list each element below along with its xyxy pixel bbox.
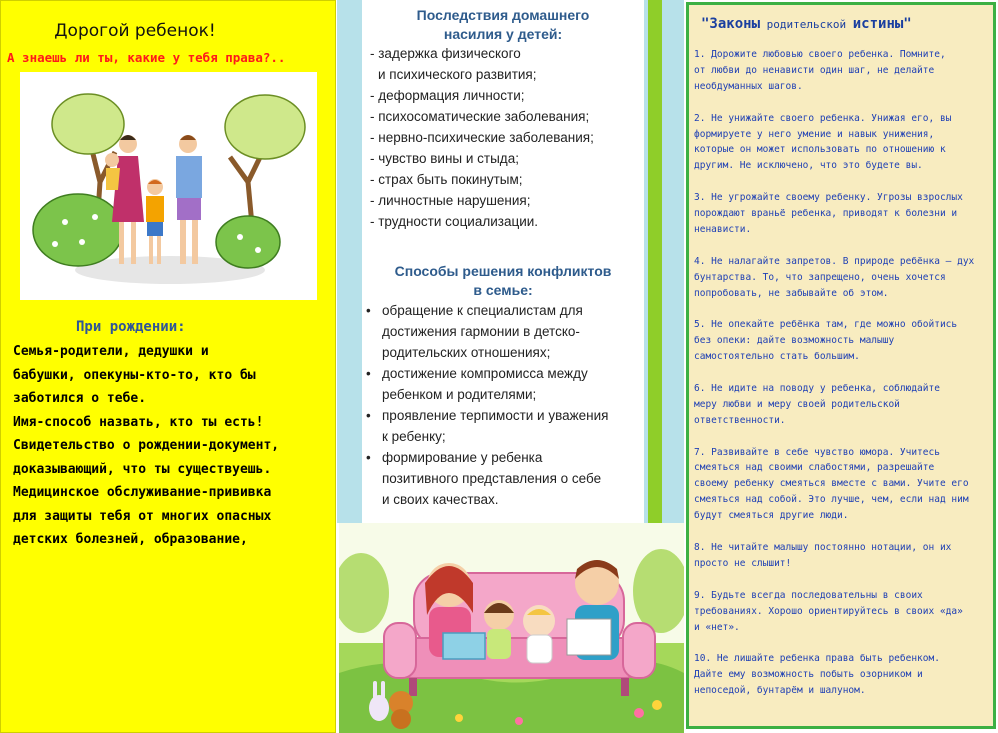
birth-line: бабушки, опекуны-кто-то, кто бы [13,367,256,383]
left-divider-strip [337,0,362,523]
bullet-icon: • [366,408,371,423]
list-item: - задержка физического [370,46,521,61]
list-item: • проявление терпимости и уважения к ребенку; [366,405,644,447]
law-item: 4. Не налагайте запретов. В природе ребёнка – дух бунтарства. То, что запрещено, очень хочется попробовать, не забывайте об этом. [694,255,975,299]
birth-line: Медицинское обслуживание-прививка [13,485,272,500]
baby-head [105,153,119,167]
rabbit-toy [369,695,389,721]
birth-line: Свидетельство о рождении-документ, [13,438,280,453]
law-item: 7. Развивайте в себе чувство юмора. Учитесь смеяться над своими слабостями, разрешайте своему ребенку смеяться вместе с вами. Учите его смеяться над собой. Это лучше, чем, если над ним будут смеяться другие люди. [694,446,969,522]
green-divider-bar [648,0,662,523]
rights-panel [0,0,336,733]
violence-info-panel [362,0,644,523]
family-sofa-illustration [339,523,684,733]
violence-heading: Последствия домашнего насилия у детей: [416,7,590,42]
law-item: 3. Не угрожайте своему ребенку. Угрозы взрослых порождают враньё ребенка, приводят к болезни и ненависти. [694,192,963,235]
left-tree-crown [52,94,124,154]
sofa-arm-left [384,623,416,678]
conflict-heading: Способы решения конфликтов в семье: [394,263,612,298]
list-item: - чувство вины и стыда; [370,151,519,166]
child-shirt [146,196,164,222]
conflict-solutions-list [366,300,644,510]
birth-rights-text [13,340,333,552]
birth-line: Имя-способ назвать, кто ты есть! [13,414,264,430]
birth-line: доказывающий, что ты существуешь. [13,461,272,477]
sofa-arm-right [623,623,655,678]
page-title: Дорогой ребенок! [54,21,216,41]
open-book [443,633,485,659]
list-item: - психосоматические заболевания; [370,109,590,124]
law-item: 10. Не лишайте ребенка права быть ребенком. Дайте ему возможность побыть озорником и непоседой, бунтарём и шалуном. [694,653,940,697]
bullet-icon: • [366,303,371,318]
law-item: 5. Не опекайте ребёнка там, где можно обойтись без опеки: дайте возможность малышу самостоятельно стать большим. [694,319,958,363]
family-walk-illustration [20,72,317,300]
list-item: - страх быть покинутым; [370,172,523,187]
law-item: 9. Будьте всегда последовательны в своих требованиях. Хорошо ориентируйтесь в своих «да» и «нет». [694,589,963,633]
newspaper [567,619,611,655]
law-item: 8. Не читайте малышу постоянно нотации, он их просто не слышит! [694,541,952,569]
father-shorts [177,198,201,220]
list-item: • обращение к специалистам для достижения гармонии в детско- родительских отношениях; [366,300,644,363]
birth-line: детских болезней, образование, [13,532,248,547]
birth-line: Семья-родители, дедушки и [13,344,209,359]
bullet-icon: • [366,450,371,465]
birth-line: для защиты тебя от многих опасных [13,508,272,524]
laws-title: "Законы родительской истины" [701,16,912,32]
law-item: 6. Не идите на поводу у ребенка, соблюдайте меру любви и меру своей родительской ответственности. [694,382,940,426]
right-tree-crown [225,95,305,159]
list-item: - деформация личности; [370,88,525,103]
birth-heading: При рождении: [76,319,186,335]
birth-line: заботился о тебе. [13,391,147,406]
law-item: 1. Дорожите любовью своего ребенка. Помните, от любви до ненависти один шаг, не делайте необдуманных шагов. [694,49,946,92]
left-bush [33,194,123,266]
law-item: 2. Не унижайте своего ребенка. Унижая его, вы формируете у него умение и навык унижения, которые он может использовать по отношению к другим. Не исключено, что это будете вы. [694,112,952,172]
list-item: • достижение компромисса между ребенком и родителями; [366,363,644,405]
rights-question: А знаешь ли ты, какие у тебя права?.. [7,50,286,65]
father-shirt [176,156,202,198]
laws-box [686,2,996,729]
list-item: • формирование у ребенка позитивного представления о себе и своих качествах. [366,447,644,510]
bullet-icon: • [366,366,371,381]
list-item: - личностные нарушения; [370,193,531,208]
list-item: и психического развития; [378,67,537,82]
laws-list [694,47,994,715]
violence-consequences-list [370,43,644,232]
right-bush [216,216,280,268]
list-item: - нервно-психические заболевания; [370,130,594,145]
parent-laws-panel [684,0,998,733]
list-item: - трудности социализации. [370,214,539,229]
